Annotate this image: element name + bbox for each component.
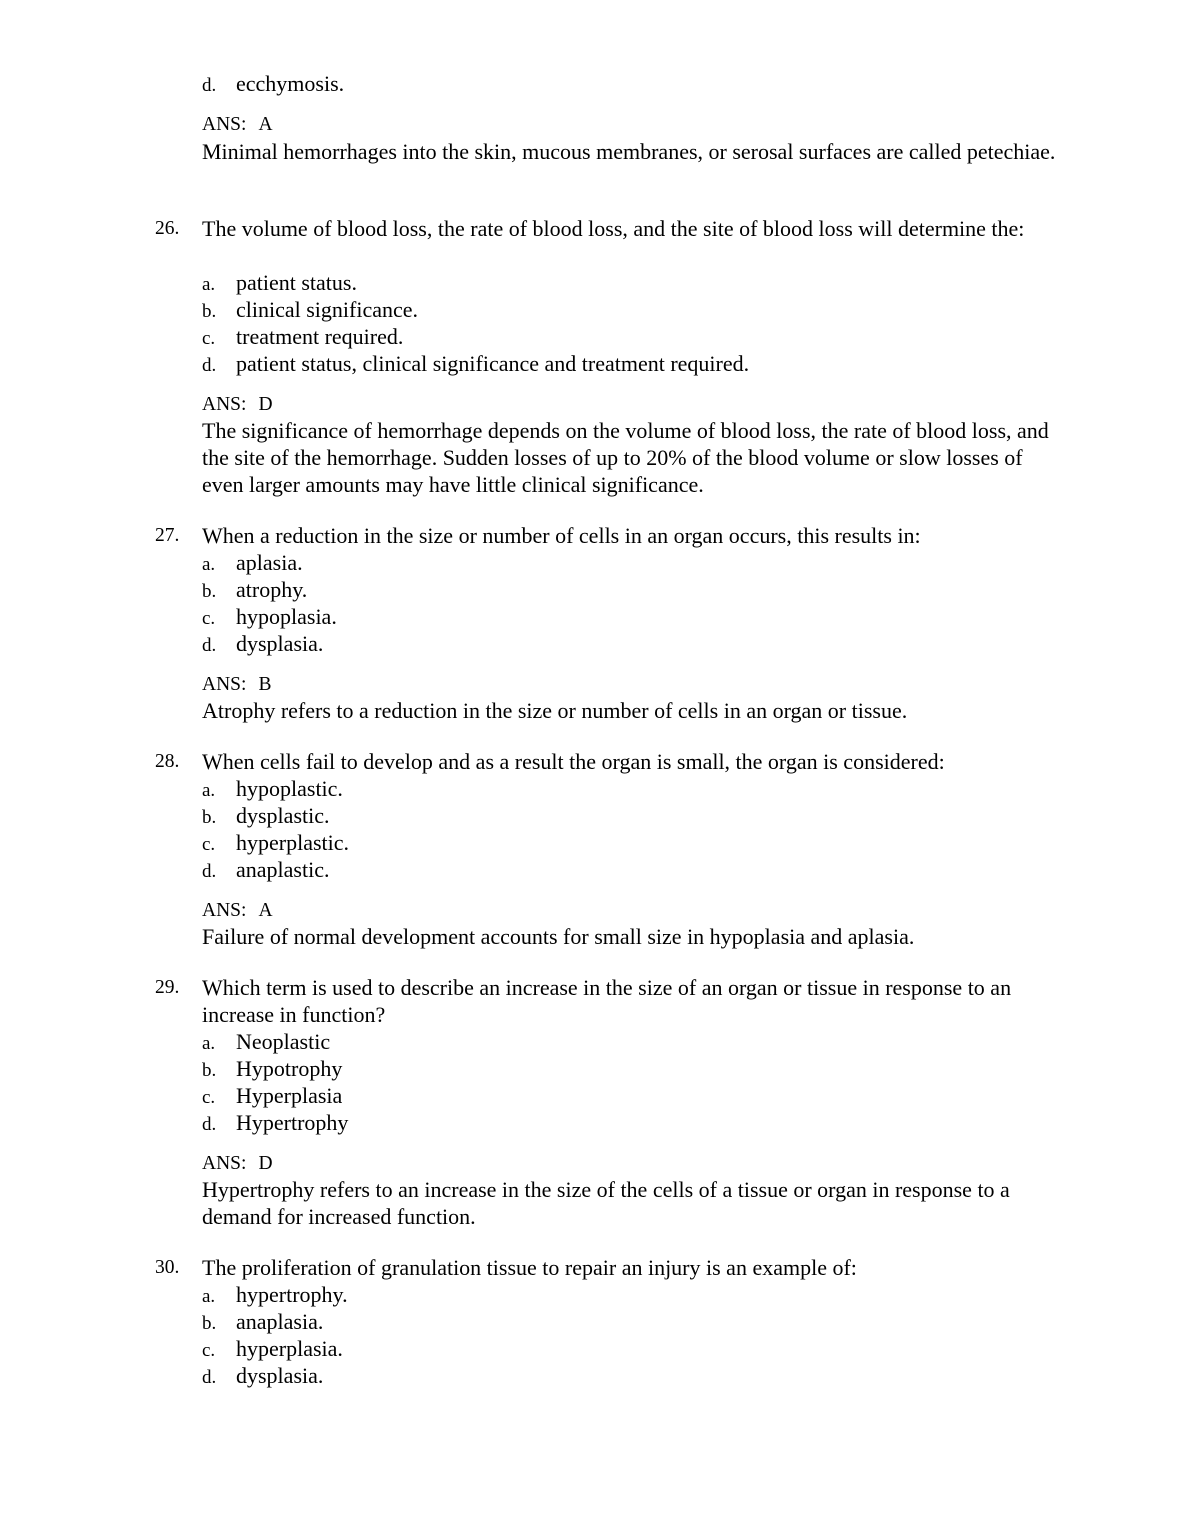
choice-letter: a. <box>202 780 216 801</box>
choice-27-a <box>202 549 303 578</box>
choice-27-c <box>202 603 337 632</box>
answer-29 <box>202 1150 273 1177</box>
choice-text: hypoplastic. <box>236 776 343 801</box>
question-stem-28: When cells fail to develop and as a result the organ is small, the organ is considered: <box>202 749 945 774</box>
rationale-prev: Minimal hemorrhages into the skin, mucous membranes, or serosal surfaces are called petechiae. <box>202 139 1056 164</box>
choice-letter: d. <box>202 635 217 656</box>
choice-text: patient status, clinical significance and treatment required. <box>236 351 750 376</box>
choice-letter: c. <box>202 834 216 855</box>
answer-26 <box>202 391 273 418</box>
answer-label: ANS: <box>202 394 247 415</box>
choice-text: aplasia. <box>236 550 303 575</box>
choice-letter: c. <box>202 328 216 349</box>
choice-letter: d. <box>202 861 217 882</box>
choice-28-d <box>202 856 329 885</box>
answer-label: ANS: <box>202 900 247 921</box>
choice-text: Hypotrophy <box>236 1056 343 1081</box>
question-stem-30: The proliferation of granulation tissue to repair an injury is an example of: <box>202 1255 857 1280</box>
answer-value: D <box>258 394 273 415</box>
choice-text: Hyperplasia <box>236 1083 343 1108</box>
choice-28-c <box>202 829 349 858</box>
choice-letter: a. <box>202 554 216 575</box>
choice-30-d <box>202 1362 323 1391</box>
choice-text: hypertrophy. <box>236 1282 348 1307</box>
choice-30-c <box>202 1335 343 1364</box>
choice-letter: d. <box>202 1114 217 1135</box>
choice-letter: b. <box>202 581 217 602</box>
choice-text: Hypertrophy <box>236 1110 349 1135</box>
choice-letter: d. <box>202 1367 217 1388</box>
choice-text: hyperplastic. <box>236 830 350 855</box>
choice-text: ecchymosis. <box>236 71 345 96</box>
choice-26-b <box>202 296 418 325</box>
choice-letter: a. <box>202 274 216 295</box>
choice-letter: b. <box>202 807 217 828</box>
choice-30-a <box>202 1281 348 1310</box>
rationale-28: Failure of normal development accounts for small size in hypoplasia and aplasia. <box>202 924 915 949</box>
choice-28-a <box>202 775 343 804</box>
question-number-27: 27. <box>155 525 180 546</box>
choice-30-b <box>202 1308 323 1337</box>
choice-29-b <box>202 1055 342 1084</box>
choice-prev-d <box>202 70 344 99</box>
choice-letter: c. <box>202 608 216 629</box>
choice-29-c <box>202 1082 342 1111</box>
choice-letter: a. <box>202 1033 216 1054</box>
choice-29-a <box>202 1028 330 1057</box>
choice-26-c <box>202 323 403 352</box>
choice-letter: b. <box>202 1060 217 1081</box>
question-number-30: 30. <box>155 1257 180 1278</box>
answer-label: ANS: <box>202 1153 247 1174</box>
choice-text: clinical significance. <box>236 297 419 322</box>
choice-letter: d. <box>202 355 217 376</box>
choice-text: Neoplastic <box>236 1029 331 1054</box>
rationale-29: Hypertrophy refers to an increase in the size of the cells of a tissue or organ in response to a demand for increased function. <box>202 1177 1010 1229</box>
choice-text: atrophy. <box>236 577 308 602</box>
question-number-29: 29. <box>155 977 180 998</box>
choice-27-d <box>202 630 323 659</box>
choice-text: patient status. <box>236 270 357 295</box>
choice-27-b <box>202 576 307 605</box>
choice-26-d <box>202 350 749 379</box>
question-stem-29: Which term is used to describe an increase in the size of an organ or tissue in response to an increase in function? <box>202 975 1012 1027</box>
choice-letter: b. <box>202 301 217 322</box>
rationale-27: Atrophy refers to a reduction in the size or number of cells in an organ or tissue. <box>202 698 908 723</box>
question-stem-27: When a reduction in the size or number of cells in an organ occurs, this results in: <box>202 523 921 548</box>
choice-text: hyperplasia. <box>236 1336 343 1361</box>
rationale-26: The significance of hemorrhage depends on the volume of blood loss, the rate of blood loss, and the site of the hemorrhage. Sudden losses of up to 20% of the blood volume or slow losses of even larger amounts may have little clinical significance. <box>202 418 1049 497</box>
question-number-26: 26. <box>155 218 180 239</box>
answer-28 <box>202 897 273 924</box>
choice-text: dysplasia. <box>236 1363 324 1388</box>
choice-28-b <box>202 802 330 831</box>
choice-letter: a. <box>202 1286 216 1307</box>
choice-letter: b. <box>202 1313 217 1334</box>
question-number-28: 28. <box>155 751 180 772</box>
choice-text: dysplastic. <box>236 803 330 828</box>
choice-letter: c. <box>202 1340 216 1361</box>
choice-29-d <box>202 1109 348 1138</box>
choice-text: hypoplasia. <box>236 604 337 629</box>
answer-value: A <box>258 114 273 135</box>
answer-value: B <box>258 674 272 695</box>
answer-value: A <box>258 900 273 921</box>
answer-value: D <box>258 1153 273 1174</box>
question-stem-26: The volume of blood loss, the rate of blood loss, and the site of blood loss will determine the: <box>202 216 1025 241</box>
choice-text: anaplasia. <box>236 1309 324 1334</box>
answer-label: ANS: <box>202 114 247 135</box>
choice-letter: d. <box>202 75 217 96</box>
choice-text: dysplasia. <box>236 631 324 656</box>
answer-label: ANS: <box>202 674 247 695</box>
choice-text: anaplastic. <box>236 857 330 882</box>
answer-prev <box>202 111 273 138</box>
answer-27 <box>202 671 271 698</box>
choice-letter: c. <box>202 1087 216 1108</box>
choice-text: treatment required. <box>236 324 404 349</box>
choice-26-a <box>202 269 357 298</box>
